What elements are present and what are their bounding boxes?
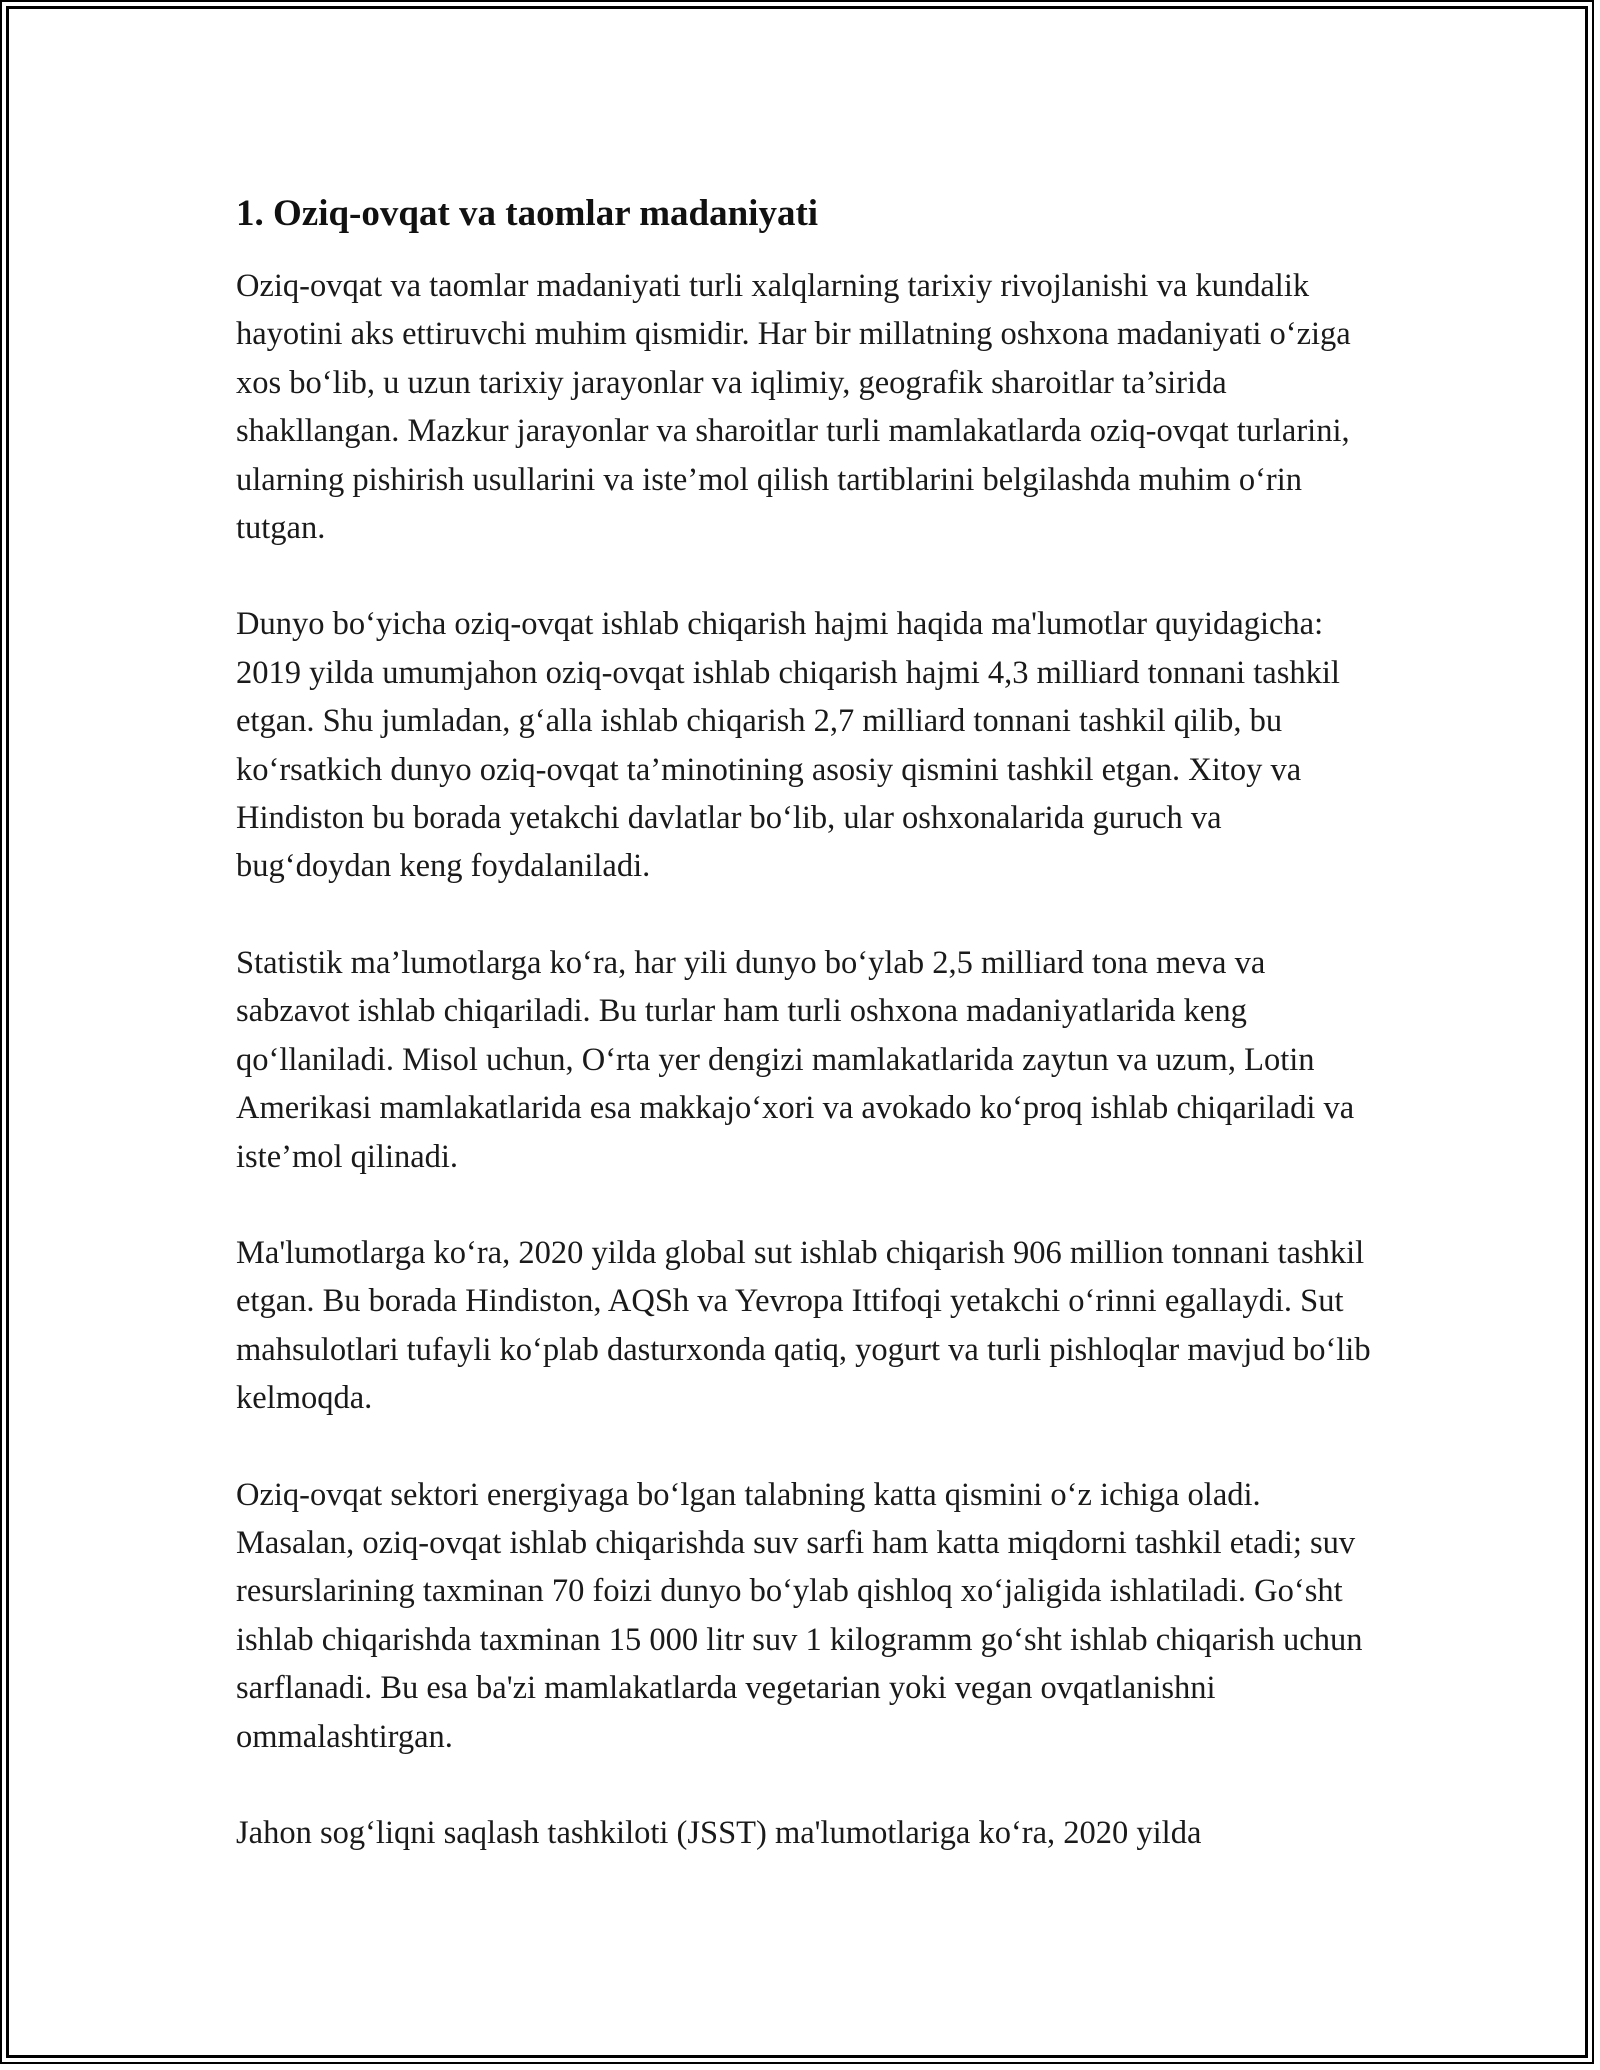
paragraph-1: Oziq-ovqat va taomlar madaniyati turli xalqlarning tarixiy rivojlanishi va kundalik hayotini aks ettiruvchi muhim qismidir. Har bir millatning oshxona madaniyati o‘ziga xos bo‘lib, u uzun tarixiy jarayonlar va iqlimiy, geografik sharoitlar ta’sirida shakllangan. Mazkur jarayonlar va sharoitlar turli mamlakatlarda oziq-ovqat turlarini, ularning pishirish usullarini va iste’mol qilish tartiblarini belgilashda muhim o‘rin tutgan. [236,268,1351,547]
paragraph-6: Jahon sog‘liqni saqlash tashkiloti (JSST) ma'lumotlariga ko‘ra, 2020 yilda [236,1814,1202,1851]
document-body [236,188,1386,1905]
section-heading: 1. Oziq-ovqat va taomlar madaniyati [236,193,819,234]
paragraph-5: Oziq-ovqat sektori energiyaga bo‘lgan talabning katta qismini o‘z ichiga oladi. Masalan, oziq-ovqat ishlab chiqarishda suv sarfi ham katta miqdorni tashkil etadi; suv resurslarining taxminan 70 foizi dunyo bo‘ylab qishloq xo‘jaligida ishlatiladi. Go‘sht ishlab chiqarishda taxminan 15 000 litr suv 1 kilogramm go‘sht ishlab chiqarish uchun sarflanadi. Bu esa ba'zi mamlakatlarda vegetarian yoki vegan ovqatlanishni ommalashtirgan. [236,1476,1363,1755]
paragraph-4: Ma'lumotlarga ko‘ra, 2020 yilda global sut ishlab chiqarish 906 million tonnani tashkil etgan. Bu borada Hindiston, AQSh va Yevropa Ittifoqi yetakchi o‘rinni egallaydi. Sut mahsulotlari tufayli ko‘plab dasturxonda qatiq, yogurt va turli pishloqlar mavjud bo‘lib kelmoqda. [236,1234,1371,1417]
paragraph-2: Dunyo bo‘yicha oziq-ovqat ishlab chiqarish hajmi haqida ma'lumotlar quyidagicha: 2019 yilda umumjahon oziq-ovqat ishlab chiqarish hajmi 4,3 milliard tonnani tashkil etgan. Shu jumladan, g‘alla ishlab chiqarish 2,7 milliard tonnani tashkil qilib, bu ko‘rsatkich dunyo oziq-ovqat ta’minotining asosiy qismini tashkil etgan. Xitoy va Hindiston bu borada yetakchi davlatlar bo‘lib, ular oshxonalarida guruch va bug‘doydan keng foydalaniladi. [236,606,1340,885]
paragraph-3: Statistik ma’lumotlarga ko‘ra, har yili dunyo bo‘ylab 2,5 milliard tona meva va sabzavot ishlab chiqariladi. Bu turlar ham turli oshxona madaniyatlarida keng qo‘llaniladi. Misol uchun, O‘rta yer dengizi mamlakatlarida zaytun va uzum, Lotin Amerikasi mamlakatlarida esa makkajo‘xori va avokado ko‘proq ishlab chiqariladi va iste’mol qilinadi. [236,944,1355,1175]
